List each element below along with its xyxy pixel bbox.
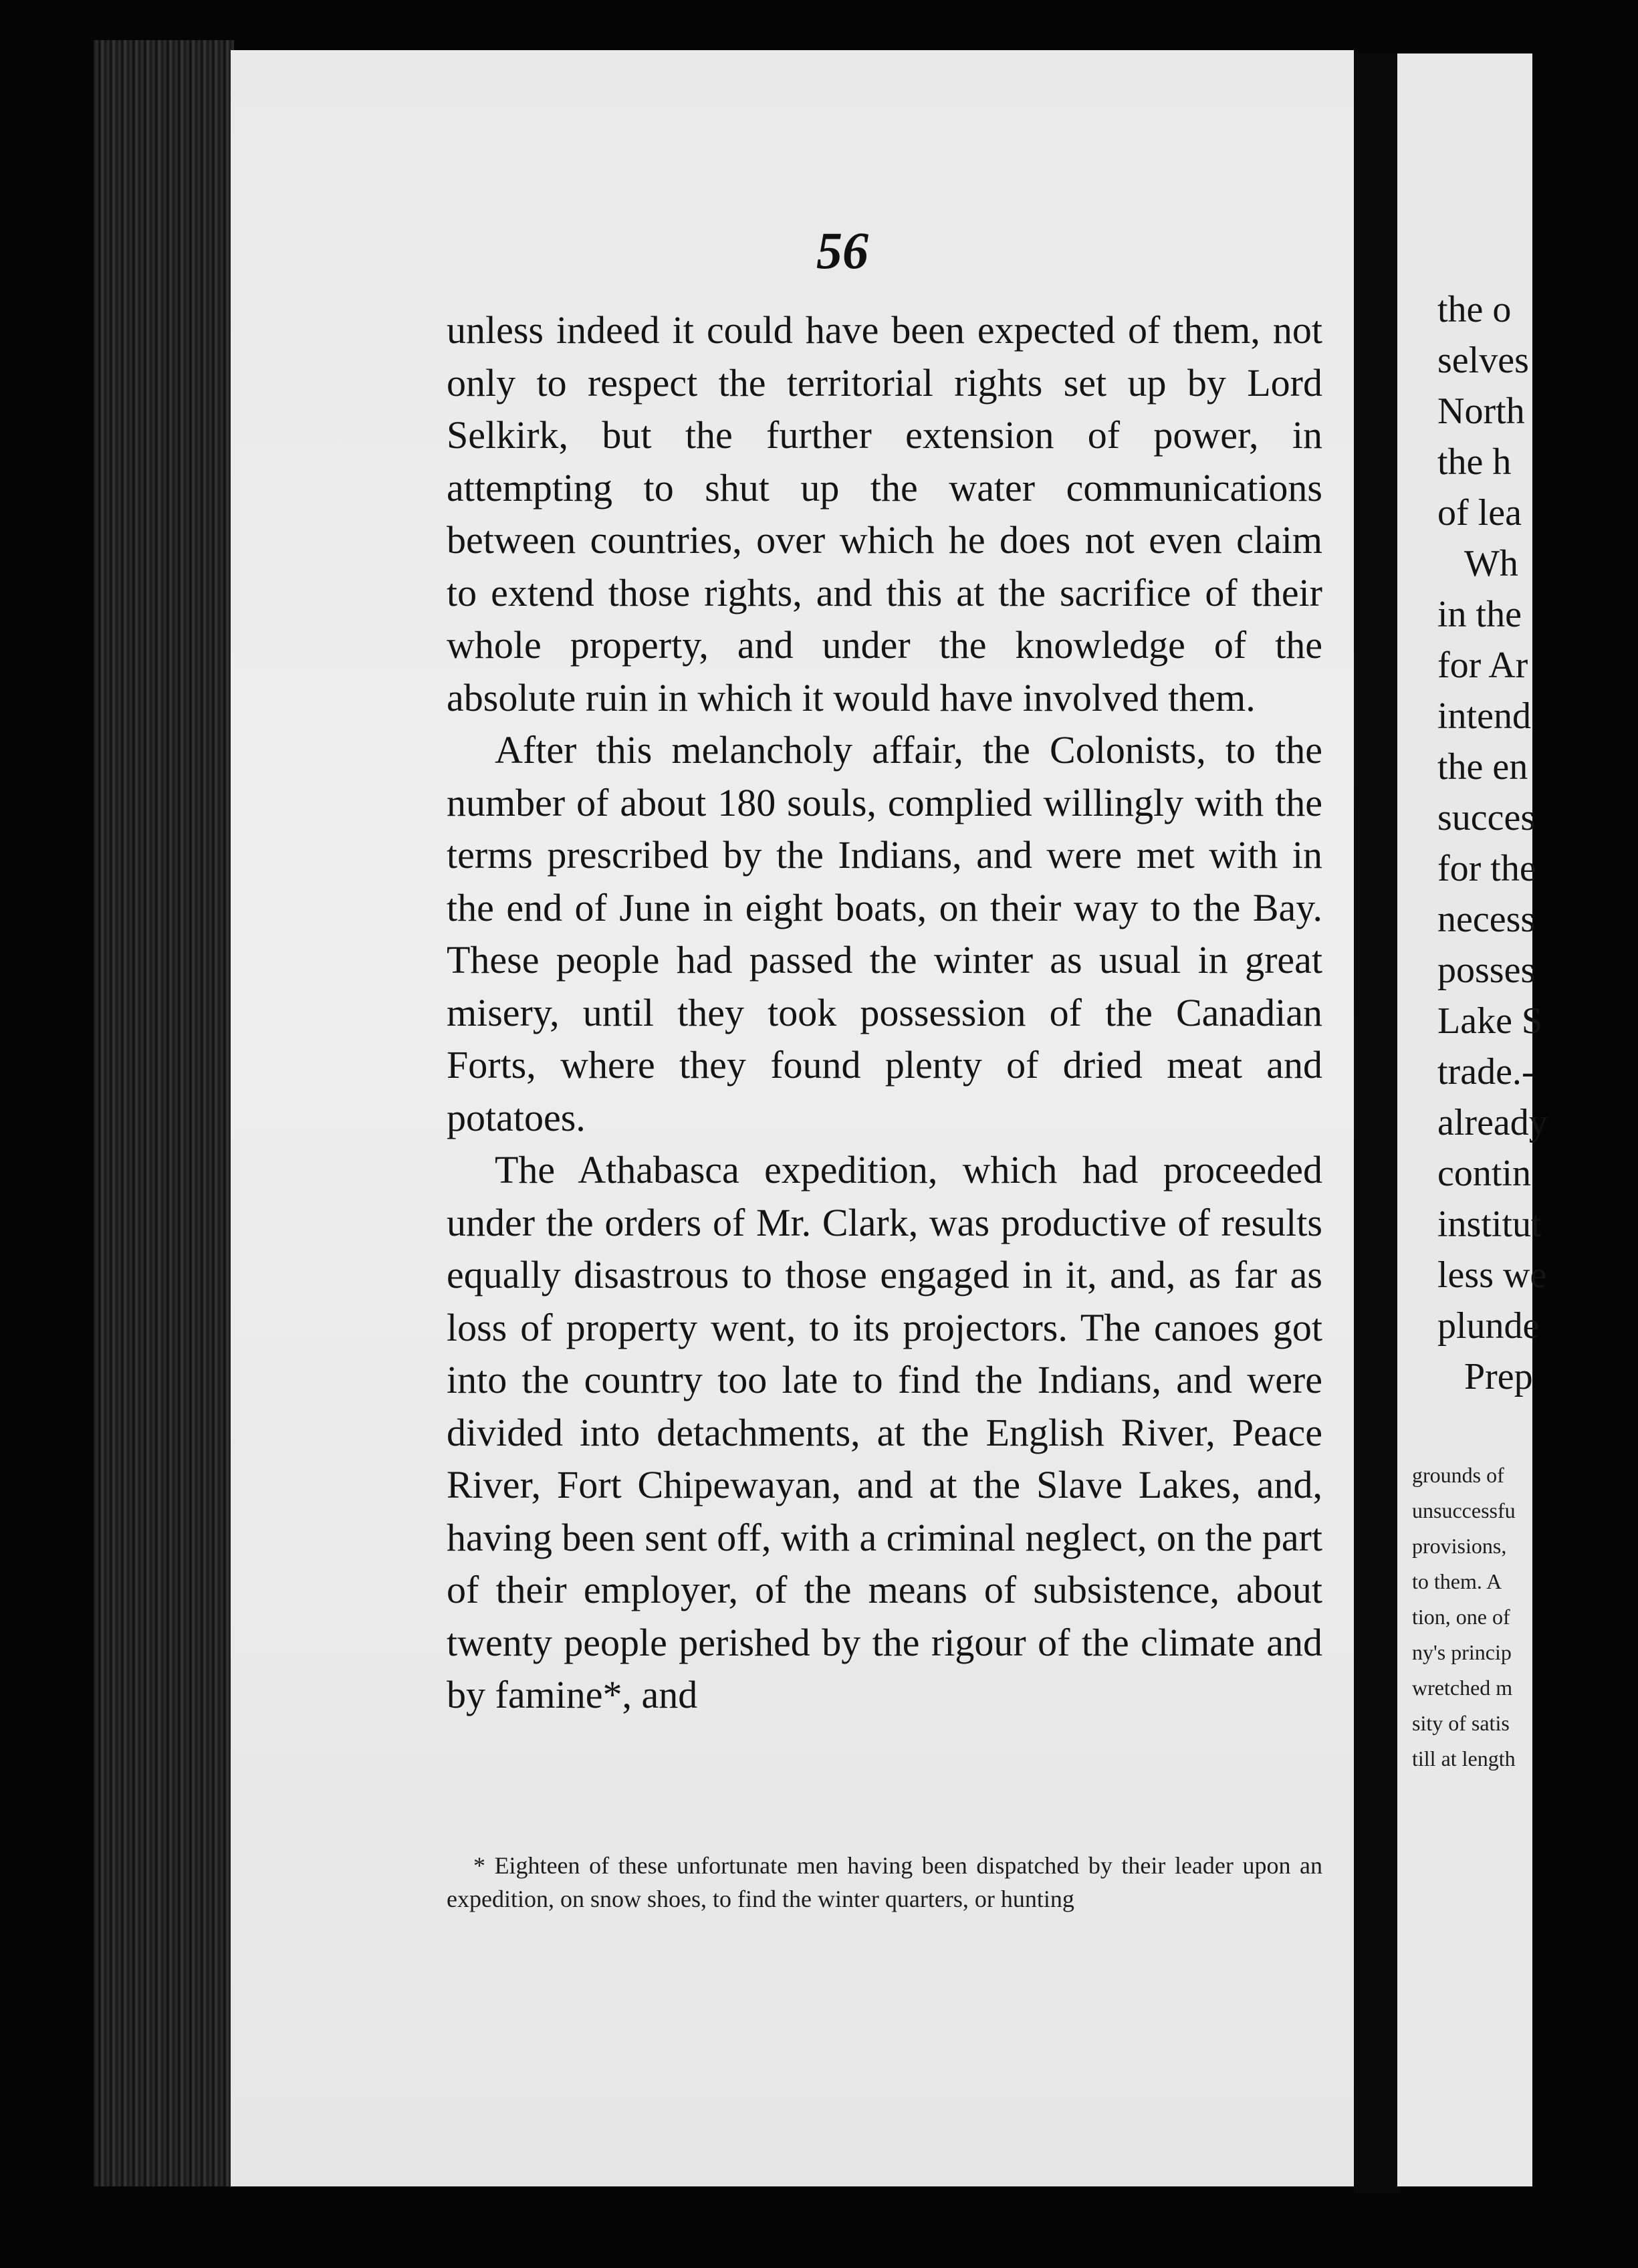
right-line: North <box>1437 390 1525 432</box>
right-line: in the <box>1437 594 1522 635</box>
right-line: contin <box>1437 1153 1531 1194</box>
right-line: already <box>1437 1102 1548 1143</box>
right-page-footnotes <box>1412 1458 1613 1777</box>
right-note-line: unsuccessfu <box>1412 1498 1516 1522</box>
right-line: selves <box>1437 340 1529 381</box>
main-text-block <box>447 304 1322 1722</box>
book-gutter <box>1354 53 1401 2193</box>
right-line: less we <box>1437 1254 1547 1296</box>
right-note-line: wretched m <box>1412 1676 1513 1700</box>
right-line: succes <box>1437 797 1536 838</box>
right-line: for Ar <box>1437 645 1528 686</box>
right-line: the o <box>1437 289 1512 330</box>
right-line: Wh <box>1464 543 1518 584</box>
paragraph-3: The Athabasca expedition, which had proceeded under the orders of Mr. Clark, was productive of results equally disastrous to those engaged in it, and, as far as loss of property went, to its projectors. The canoes got into the country too late to find the Indians, and were divided into detachments, at the English River, Peace River, Fort Chipewayan, and at the Slave Lakes, and, having been sent off, with a criminal neglect, on the part of their employer, of the means of subsistence, about twenty people perished by the rigour of the climate and by famine*, and <box>447 1148 1322 1716</box>
right-note-line: provisions, <box>1412 1534 1507 1558</box>
paragraph-1: unless indeed it could have been expected of them, not only to respect the territorial rights set up by Lord Selkirk, but the further extension of power, in attempting to shut up the water communications between countries, over which he does not even claim to extend those rights, and this at the sacrifice of their whole property, and under the knowledge of the absolute ruin in which it would have involved them. <box>447 308 1322 719</box>
right-note-line: till at length <box>1412 1746 1516 1771</box>
right-note-line: tion, one of <box>1412 1605 1510 1629</box>
right-line: posses <box>1437 949 1536 991</box>
right-line: trade.- <box>1437 1051 1534 1093</box>
page-number: 56 <box>816 221 868 279</box>
right-note-line: to them. A <box>1412 1569 1502 1593</box>
right-line: plunde <box>1437 1305 1540 1347</box>
right-line: Prep <box>1464 1356 1533 1397</box>
right-line: of lea <box>1437 492 1522 534</box>
footnote-block <box>447 1849 1322 1916</box>
right-line: the en <box>1437 746 1528 788</box>
right-note-line: sity of satis <box>1412 1711 1510 1735</box>
right-line: institut <box>1437 1204 1542 1245</box>
right-page-text <box>1437 284 1638 1402</box>
book-page-edges <box>94 40 234 2186</box>
right-line: necess <box>1437 899 1536 940</box>
paragraph-2: After this melancholy affair, the Colonists, to the number of about 180 souls, complied willingly with the terms prescribed by the Indians, and were met with in the end of June in eight boats, on their way to the Bay. These people had passed the winter as usual in great misery, until they took possession of the Canadian Forts, where they found plenty of dried meat and potatoes. <box>447 728 1322 1139</box>
right-line: the h <box>1437 441 1512 483</box>
right-note-line: grounds of <box>1412 1463 1504 1487</box>
right-line: for the <box>1437 848 1536 889</box>
right-line: intend <box>1437 695 1531 737</box>
right-note-line: ny's princip <box>1412 1640 1512 1664</box>
footnote-text: * Eighteen of these unfortunate men having been dispatched by their leader upon an expedition, on snow shoes, to find the winter quarters, or hunting <box>447 1852 1322 1912</box>
right-line: Lake S <box>1437 1000 1543 1042</box>
